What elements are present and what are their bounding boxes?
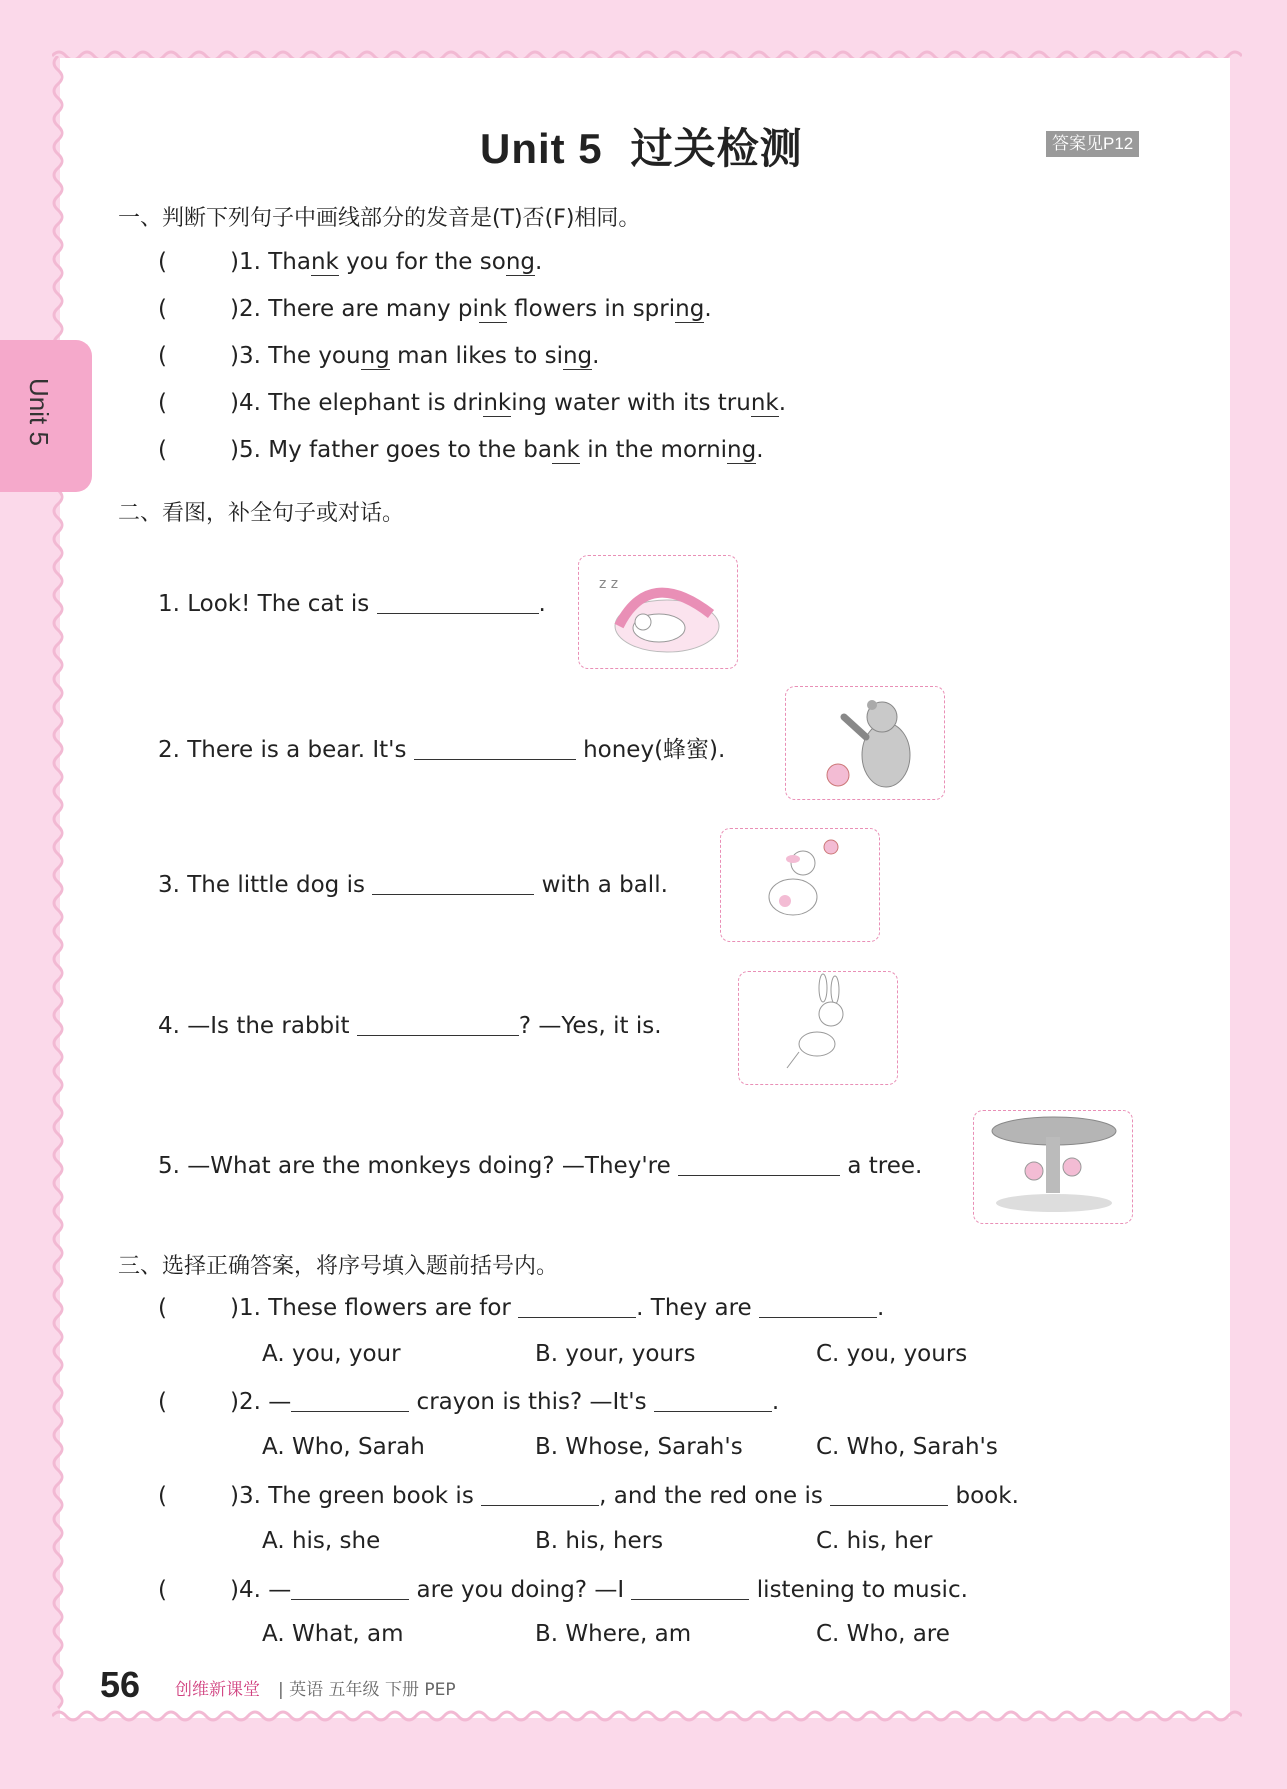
dog-icon [720,828,880,942]
svg-text:z z: z z [599,576,619,592]
s2-question-3: 3. The little dog is with a ball. [158,872,668,898]
s3-question-4: ( )4. — are you doing? —I listening to music. [158,1577,968,1603]
wavy-border-bottom [52,1708,1242,1724]
unit-side-tab-label: Unit 5 [24,378,54,446]
answer-blank[interactable] [377,590,539,614]
option-a[interactable]: A. What, am [262,1621,404,1647]
answer-blank[interactable] [678,1152,840,1176]
section2-heading: 二、看图，补全句子或对话。 [118,501,405,526]
s1-question-4: ( )4. The elephant is drinking water with its trunk. [158,390,787,416]
option-b[interactable]: B. his, hers [535,1528,664,1554]
s2-question-4: 4. —Is the rabbit ? —Yes, it is. [158,1013,662,1039]
page-title [480,116,803,176]
answer-blank[interactable] [631,1576,749,1600]
option-c[interactable]: C. Who, are [816,1621,950,1647]
section1-heading: 一、判断下列句子中画线部分的发音是(T)否(F)相同。 [118,206,641,231]
title-unit: Unit 5 [480,125,603,172]
bear-icon [785,686,945,800]
answer-paren[interactable]: ( [158,249,167,275]
option-a[interactable]: A. his, she [262,1528,381,1554]
sleeping-cat-icon [578,555,738,669]
footer-brand: 创维新课堂 [175,1680,260,1700]
option-c[interactable]: C. Who, Sarah's [816,1434,998,1460]
s3-question-1: ( )1. These flowers are for . They are . [158,1295,885,1321]
answer-blank[interactable] [372,871,534,895]
answer-blank[interactable] [654,1388,772,1412]
s1-question-1: ( )1. Thank you for the song. [158,249,543,275]
option-c[interactable]: C. his, her [816,1528,933,1554]
answer-blank[interactable] [481,1482,599,1506]
answer-blank[interactable] [830,1482,948,1506]
option-b[interactable]: B. Where, am [535,1621,692,1647]
section3-heading: 三、选择正确答案，将序号填入题前括号内。 [118,1254,559,1279]
answer-paren[interactable]: ( [158,1577,167,1603]
title-name: 过关检测 [630,125,803,172]
answer-blank[interactable] [518,1294,636,1318]
answer-blank[interactable] [414,736,576,760]
option-b[interactable]: B. Whose, Sarah's [535,1434,743,1460]
s3-question-2: ( )2. — crayon is this? —It's . [158,1389,780,1415]
s2-question-5: 5. —What are the monkeys doing? —They're a tree. [158,1153,923,1179]
s1-question-5: ( )5. My father goes to the bank in the morning. [158,437,764,463]
answer-paren[interactable]: ( [158,437,167,463]
s1-question-3: ( )3. The young man likes to sing. [158,343,600,369]
answer-blank[interactable] [357,1012,519,1036]
unit-side-tab [0,340,92,492]
option-a[interactable]: A. Who, Sarah [262,1434,425,1460]
rabbit-icon [738,971,898,1085]
answer-blank[interactable] [759,1294,877,1318]
option-a[interactable]: A. you, your [262,1341,401,1367]
option-b[interactable]: B. your, yours [535,1341,696,1367]
s3-question-3: ( )3. The green book is , and the red one is book. [158,1483,1019,1509]
answer-paren[interactable]: ( [158,1483,167,1509]
answer-paren[interactable]: ( [158,343,167,369]
answer-paren[interactable]: ( [158,296,167,322]
s2-question-2: 2. There is a bear. It's honey(蜂蜜). [158,737,726,763]
monkeys-icon [973,1110,1133,1224]
s1-question-2: ( )2. There are many pink flowers in spring. [158,296,712,322]
answer-paren[interactable]: ( [158,390,167,416]
option-c[interactable]: C. you, yours [816,1341,968,1367]
answer-blank[interactable] [291,1388,409,1412]
page-number: 56 [100,1664,141,1705]
answer-blank[interactable] [291,1576,409,1600]
s2-question-1: 1. Look! The cat is . [158,591,546,617]
footer-book-info: | 英语 五年级 下册 PEP [278,1680,456,1700]
wavy-border-left [50,56,66,1718]
answer-paren[interactable]: ( [158,1295,167,1321]
answer-reference-badge: 答案见P12 [1046,131,1139,157]
answer-paren[interactable]: ( [158,1389,167,1415]
